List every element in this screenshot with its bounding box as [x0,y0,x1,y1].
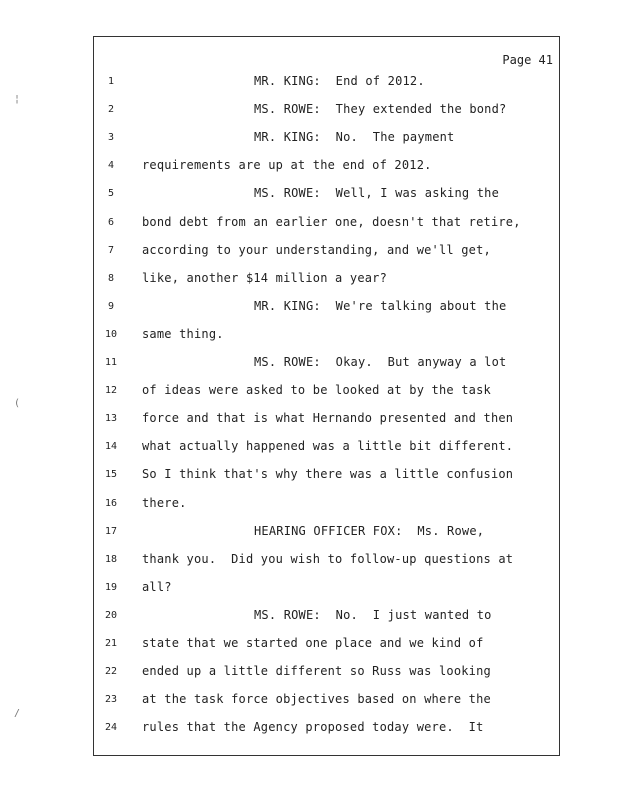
line-number: 10 [104,328,118,340]
transcript-line [94,580,561,600]
transcript-line [94,552,561,572]
line-text: state that we started one place and we kind of [142,636,484,650]
line-text: bond debt from an earlier one, doesn't that retire, [142,214,521,229]
transcript-line [94,243,561,263]
line-text: MS. ROWE: Okay. But anyway a lot [254,355,507,369]
line-text: HEARING OFFICER FOX: Ms. Rowe, [254,523,485,538]
line-number: 24 [104,722,118,734]
transcript-line [94,102,561,122]
line-text: force and that is what Hernando presented and then [142,411,514,426]
margin-mark-top: ¦ [14,94,21,105]
line-number: 1 [107,76,115,87]
line-number: 19 [104,581,118,593]
margin-mark-middle: ( [14,398,21,409]
transcript-line [94,720,561,740]
transcript-line [94,692,561,712]
line-number: 21 [104,638,118,649]
line-number: 17 [104,525,118,537]
transcript-line [94,355,561,375]
line-text: MR. KING: We're talking about the [254,298,507,313]
line-number: 11 [104,357,118,368]
line-text: MR. KING: No. The payment [254,130,455,145]
line-number: 13 [104,413,118,425]
line-text: ended up a little different so Russ was looking [142,664,491,679]
transcript-line [94,496,561,516]
line-text: requirements are up at the end of 2012. [142,158,432,173]
transcript-line [94,74,561,94]
line-number: 12 [104,385,118,397]
transcript-line [94,383,561,403]
line-text: thank you. Did you wish to follow-up questions at [142,551,514,566]
transcript-line [94,439,561,459]
line-number: 22 [104,666,118,678]
line-number: 7 [107,244,115,256]
line-number: 3 [107,132,115,144]
transcript-line [94,130,561,150]
line-number: 4 [107,160,115,172]
transcript-line [94,664,561,684]
transcript-line [94,411,561,431]
line-number: 23 [104,694,118,706]
line-text: according to your understanding, and we'll get, [142,242,491,257]
transcript-line [94,608,561,628]
line-number: 9 [107,300,115,312]
margin-mark-bottom: / [14,708,21,719]
transcript-line [94,186,561,206]
line-text: rules that the Agency proposed today were. It [142,720,484,735]
line-number: 18 [104,553,118,565]
line-text: at the task force objectives based on where the [142,692,491,707]
line-number: 5 [107,188,115,200]
line-text: MS. ROWE: Well, I was asking the [254,186,500,201]
transcript-line [94,299,561,319]
page-number: Page 41 [502,53,553,67]
line-text: same thing. [142,326,224,341]
line-text: MS. ROWE: They extended the bond? [254,102,507,117]
transcript-line [94,271,561,291]
line-number: 2 [107,104,115,116]
transcript-line [94,636,561,656]
line-text: MS. ROWE: No. I just wanted to [254,607,492,622]
line-text: of ideas were asked to be looked at by the task [142,383,491,398]
line-number: 20 [104,609,118,621]
transcript-page [93,36,560,756]
line-text: So I think that's why there was a little confusion [142,467,514,482]
line-text: like, another $14 million a year? [142,270,388,285]
line-text: MR. KING: End of 2012. [254,74,425,88]
line-text: there. [142,495,187,510]
line-number: 16 [104,497,118,509]
line-number: 6 [107,216,115,228]
line-text: what actually happened was a little bit different. [142,439,514,454]
transcript-line [94,215,561,235]
transcript-line [94,524,561,544]
line-number: 14 [104,441,118,453]
transcript-line [94,158,561,178]
transcript-line [94,467,561,487]
line-number: 8 [107,272,115,284]
line-number: 15 [104,469,118,481]
transcript-line [94,327,561,347]
line-text: all? [142,579,172,594]
